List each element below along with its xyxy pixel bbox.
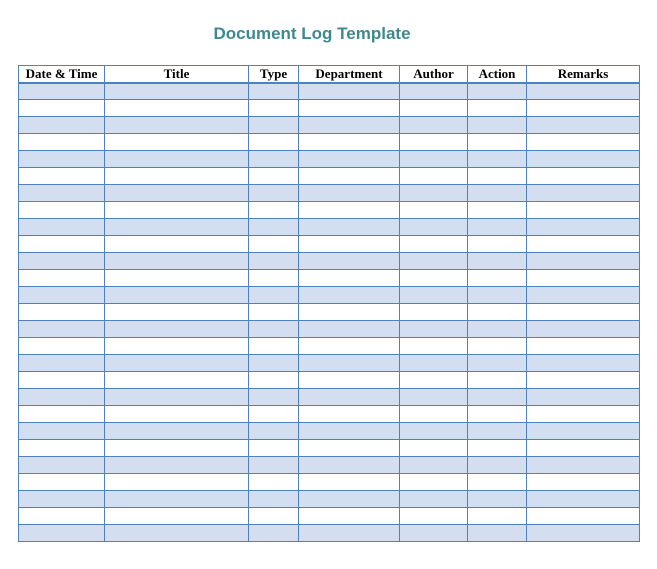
cell-date-time[interactable] [19, 151, 105, 168]
cell-title[interactable] [105, 321, 249, 338]
cell-title[interactable] [105, 185, 249, 202]
table-row [19, 491, 640, 508]
cell-title[interactable] [105, 372, 249, 389]
table-row [19, 236, 640, 253]
cell-type[interactable] [249, 236, 299, 253]
cell-remarks[interactable] [527, 253, 640, 270]
cell-action[interactable] [468, 338, 527, 355]
cell-remarks[interactable] [527, 134, 640, 151]
cell-title[interactable] [105, 202, 249, 219]
cell-author[interactable] [400, 321, 468, 338]
table-row [19, 321, 640, 338]
cell-action[interactable] [468, 270, 527, 287]
cell-action[interactable] [468, 185, 527, 202]
cell-author[interactable] [400, 525, 468, 542]
cell-remarks[interactable] [527, 372, 640, 389]
cell-department[interactable] [299, 474, 400, 491]
cell-title[interactable] [105, 338, 249, 355]
cell-type[interactable] [249, 406, 299, 423]
cell-title[interactable] [105, 491, 249, 508]
cell-remarks[interactable] [527, 236, 640, 253]
cell-date-time[interactable] [19, 423, 105, 440]
cell-remarks[interactable] [527, 321, 640, 338]
cell-remarks[interactable] [527, 185, 640, 202]
cell-author[interactable] [400, 372, 468, 389]
header-type: Type [249, 66, 299, 83]
cell-title[interactable] [105, 83, 249, 100]
cell-department[interactable] [299, 83, 400, 100]
cell-action[interactable] [468, 474, 527, 491]
page-title: Document Log Template [213, 24, 411, 43]
cell-action[interactable] [468, 525, 527, 542]
cell-date-time[interactable] [19, 508, 105, 525]
cell-department[interactable] [299, 508, 400, 525]
cell-remarks[interactable] [527, 100, 640, 117]
cell-department[interactable] [299, 151, 400, 168]
cell-action[interactable] [468, 117, 527, 134]
cell-department[interactable] [299, 491, 400, 508]
cell-department[interactable] [299, 287, 400, 304]
cell-type[interactable] [249, 270, 299, 287]
cell-department[interactable] [299, 338, 400, 355]
cell-remarks[interactable] [527, 151, 640, 168]
table-row [19, 338, 640, 355]
cell-title[interactable] [105, 525, 249, 542]
cell-type[interactable] [249, 100, 299, 117]
cell-action[interactable] [468, 151, 527, 168]
table-row [19, 202, 640, 219]
cell-type[interactable] [249, 491, 299, 508]
cell-department[interactable] [299, 304, 400, 321]
cell-department[interactable] [299, 321, 400, 338]
table-row [19, 389, 640, 406]
cell-action[interactable] [468, 457, 527, 474]
cell-title[interactable] [105, 304, 249, 321]
cell-title[interactable] [105, 253, 249, 270]
cell-department[interactable] [299, 185, 400, 202]
cell-action[interactable] [468, 321, 527, 338]
cell-type[interactable] [249, 168, 299, 185]
cell-type[interactable] [249, 202, 299, 219]
table-row [19, 134, 640, 151]
cell-remarks[interactable] [527, 491, 640, 508]
cell-remarks[interactable] [527, 440, 640, 457]
table-row [19, 151, 640, 168]
cell-author[interactable] [400, 287, 468, 304]
cell-author[interactable] [400, 270, 468, 287]
table-row [19, 270, 640, 287]
cell-date-time[interactable] [19, 168, 105, 185]
cell-date-time[interactable] [19, 355, 105, 372]
header-author: Author [400, 66, 468, 83]
header-action: Action [468, 66, 527, 83]
cell-author[interactable] [400, 100, 468, 117]
cell-department[interactable] [299, 355, 400, 372]
cell-date-time[interactable] [19, 219, 105, 236]
header-remarks: Remarks [527, 66, 640, 83]
cell-department[interactable] [299, 389, 400, 406]
cell-action[interactable] [468, 202, 527, 219]
cell-date-time[interactable] [19, 236, 105, 253]
cell-type[interactable] [249, 474, 299, 491]
cell-author[interactable] [400, 236, 468, 253]
header-date-time: Date & Time [19, 66, 105, 83]
table-row [19, 185, 640, 202]
cell-department[interactable] [299, 219, 400, 236]
table-row [19, 304, 640, 321]
cell-remarks[interactable] [527, 338, 640, 355]
cell-date-time[interactable] [19, 457, 105, 474]
cell-action[interactable] [468, 423, 527, 440]
cell-date-time[interactable] [19, 474, 105, 491]
cell-type[interactable] [249, 423, 299, 440]
cell-author[interactable] [400, 423, 468, 440]
cell-type[interactable] [249, 440, 299, 457]
table-row [19, 372, 640, 389]
cell-author[interactable] [400, 355, 468, 372]
cell-action[interactable] [468, 236, 527, 253]
table-row [19, 117, 640, 134]
cell-remarks[interactable] [527, 287, 640, 304]
table-row [19, 525, 640, 542]
cell-department[interactable] [299, 457, 400, 474]
cell-date-time[interactable] [19, 491, 105, 508]
cell-date-time[interactable] [19, 185, 105, 202]
cell-date-time[interactable] [19, 304, 105, 321]
table-row [19, 219, 640, 236]
cell-author[interactable] [400, 338, 468, 355]
cell-date-time[interactable] [19, 389, 105, 406]
cell-title[interactable] [105, 474, 249, 491]
cell-remarks[interactable] [527, 457, 640, 474]
cell-remarks[interactable] [527, 219, 640, 236]
cell-type[interactable] [249, 304, 299, 321]
cell-department[interactable] [299, 236, 400, 253]
cell-action[interactable] [468, 406, 527, 423]
cell-remarks[interactable] [527, 304, 640, 321]
cell-remarks[interactable] [527, 406, 640, 423]
cell-remarks[interactable] [527, 83, 640, 100]
cell-title[interactable] [105, 508, 249, 525]
cell-remarks[interactable] [527, 355, 640, 372]
cell-author[interactable] [400, 253, 468, 270]
cell-title[interactable] [105, 423, 249, 440]
cell-remarks[interactable] [527, 389, 640, 406]
cell-type[interactable] [249, 338, 299, 355]
cell-title[interactable] [105, 168, 249, 185]
cell-author[interactable] [400, 219, 468, 236]
table-row [19, 168, 640, 185]
table-row [19, 474, 640, 491]
cell-date-time[interactable] [19, 338, 105, 355]
table-body [19, 83, 640, 542]
cell-department[interactable] [299, 100, 400, 117]
cell-remarks[interactable] [527, 508, 640, 525]
cell-title[interactable] [105, 134, 249, 151]
table-row [19, 287, 640, 304]
cell-department[interactable] [299, 270, 400, 287]
cell-department[interactable] [299, 372, 400, 389]
cell-type[interactable] [249, 219, 299, 236]
cell-author[interactable] [400, 134, 468, 151]
cell-remarks[interactable] [527, 270, 640, 287]
cell-date-time[interactable] [19, 287, 105, 304]
cell-date-time[interactable] [19, 440, 105, 457]
cell-date-time[interactable] [19, 253, 105, 270]
cell-title[interactable] [105, 219, 249, 236]
document-log-table [18, 65, 640, 542]
table-row [19, 355, 640, 372]
cell-title[interactable] [105, 457, 249, 474]
cell-remarks[interactable] [527, 423, 640, 440]
table-row [19, 100, 640, 117]
cell-author[interactable] [400, 83, 468, 100]
cell-type[interactable] [249, 525, 299, 542]
header-title: Title [105, 66, 249, 83]
cell-department[interactable] [299, 168, 400, 185]
cell-action[interactable] [468, 304, 527, 321]
table-row [19, 457, 640, 474]
cell-action[interactable] [468, 168, 527, 185]
cell-type[interactable] [249, 253, 299, 270]
cell-author[interactable] [400, 389, 468, 406]
table-row [19, 508, 640, 525]
cell-department[interactable] [299, 134, 400, 151]
cell-department[interactable] [299, 406, 400, 423]
cell-action[interactable] [468, 508, 527, 525]
cell-author[interactable] [400, 202, 468, 219]
cell-date-time[interactable] [19, 406, 105, 423]
cell-remarks[interactable] [527, 117, 640, 134]
cell-type[interactable] [249, 355, 299, 372]
cell-date-time[interactable] [19, 321, 105, 338]
table-row [19, 406, 640, 423]
cell-type[interactable] [249, 185, 299, 202]
header-department: Department [299, 66, 400, 83]
table-row [19, 423, 640, 440]
cell-author[interactable] [400, 508, 468, 525]
cell-title[interactable] [105, 236, 249, 253]
table-row [19, 83, 640, 100]
cell-author[interactable] [400, 168, 468, 185]
cell-author[interactable] [400, 491, 468, 508]
cell-author[interactable] [400, 304, 468, 321]
cell-department[interactable] [299, 525, 400, 542]
cell-date-time[interactable] [19, 202, 105, 219]
cell-type[interactable] [249, 321, 299, 338]
cell-type[interactable] [249, 457, 299, 474]
cell-date-time[interactable] [19, 372, 105, 389]
cell-action[interactable] [468, 491, 527, 508]
cell-department[interactable] [299, 253, 400, 270]
cell-author[interactable] [400, 406, 468, 423]
cell-action[interactable] [468, 440, 527, 457]
cell-action[interactable] [468, 372, 527, 389]
cell-department[interactable] [299, 440, 400, 457]
cell-action[interactable] [468, 83, 527, 100]
cell-type[interactable] [249, 508, 299, 525]
cell-department[interactable] [299, 202, 400, 219]
cell-action[interactable] [468, 219, 527, 236]
header-row [19, 66, 640, 83]
cell-action[interactable] [468, 287, 527, 304]
cell-department[interactable] [299, 423, 400, 440]
cell-title[interactable] [105, 117, 249, 134]
cell-remarks[interactable] [527, 168, 640, 185]
cell-department[interactable] [299, 117, 400, 134]
cell-author[interactable] [400, 185, 468, 202]
cell-type[interactable] [249, 117, 299, 134]
cell-author[interactable] [400, 151, 468, 168]
cell-type[interactable] [249, 83, 299, 100]
cell-title[interactable] [105, 270, 249, 287]
table-row [19, 253, 640, 270]
table-row [19, 440, 640, 457]
cell-action[interactable] [468, 355, 527, 372]
cell-title[interactable] [105, 440, 249, 457]
cell-date-time[interactable] [19, 100, 105, 117]
cell-remarks[interactable] [527, 202, 640, 219]
cell-title[interactable] [105, 100, 249, 117]
cell-remarks[interactable] [527, 525, 640, 542]
cell-remarks[interactable] [527, 474, 640, 491]
cell-action[interactable] [468, 100, 527, 117]
cell-type[interactable] [249, 151, 299, 168]
cell-type[interactable] [249, 372, 299, 389]
cell-action[interactable] [468, 253, 527, 270]
cell-date-time[interactable] [19, 117, 105, 134]
cell-title[interactable] [105, 355, 249, 372]
cell-date-time[interactable] [19, 134, 105, 151]
cell-title[interactable] [105, 389, 249, 406]
cell-type[interactable] [249, 389, 299, 406]
cell-date-time[interactable] [19, 270, 105, 287]
cell-action[interactable] [468, 134, 527, 151]
cell-title[interactable] [105, 406, 249, 423]
cell-action[interactable] [468, 389, 527, 406]
cell-date-time[interactable] [19, 83, 105, 100]
cell-title[interactable] [105, 287, 249, 304]
cell-type[interactable] [249, 287, 299, 304]
cell-type[interactable] [249, 134, 299, 151]
cell-date-time[interactable] [19, 525, 105, 542]
cell-title[interactable] [105, 151, 249, 168]
cell-author[interactable] [400, 457, 468, 474]
cell-author[interactable] [400, 474, 468, 491]
cell-author[interactable] [400, 117, 468, 134]
cell-author[interactable] [400, 440, 468, 457]
